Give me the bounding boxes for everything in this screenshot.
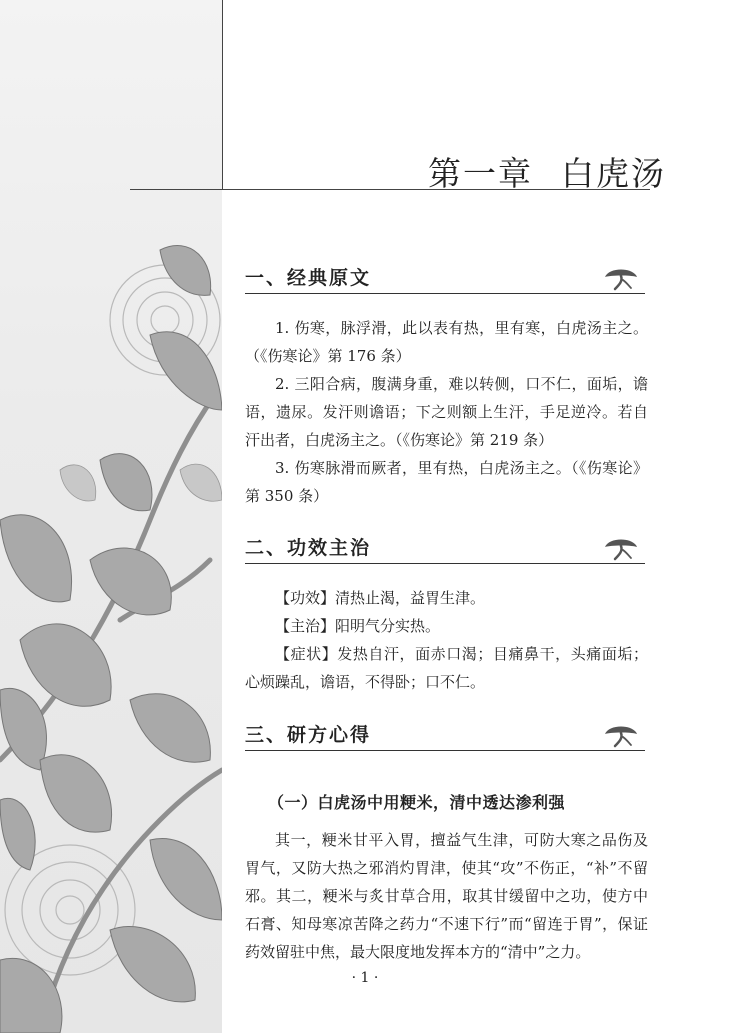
mushroom-icon — [601, 535, 641, 561]
section-heading-label: 二、功效主治 — [245, 537, 372, 559]
item-tag: 【功效】 — [275, 589, 336, 607]
item-tag: 【主治】 — [275, 617, 336, 635]
item-text — [245, 612, 648, 640]
item-body: 清热止渴，益胃生津。 — [335, 589, 486, 607]
section-heading-3 — [245, 722, 645, 751]
paragraph-text: 其一，粳米甘平入胃，擅益气生津，可防大寒之品伤及胃气，又防大热之邪消灼胃津，使其“攻”不伤正，“补”不留邪。其二，粳米与炙甘草合用，取其甘缓留中之功，使方中石膏、知母寒凉苦降之药力“不速下行”而“留连于胃”，保证药效留驻中焦，最大限度地发挥本方的“清中”之力。 — [245, 831, 648, 961]
vertical-rule — [222, 0, 223, 190]
paragraph-text: 2. 三阳合病，腹满身重，难以转侧，口不仁，面垢，谵语，遗尿。发汗则谵语；下之则额上生汗，手足逆冷。若自汗出者，白虎汤主之。（《伤寒论》第 219 条） — [245, 375, 648, 449]
item-body: 阳明气分实热。 — [335, 617, 441, 635]
page-number: · 1 · — [351, 970, 379, 986]
mushroom-icon — [601, 265, 641, 291]
chapter-name: 白虎汤 — [561, 154, 666, 193]
chapter-title — [428, 148, 666, 195]
paragraph-text: 1. 伤寒，脉浮滑，此以表有热，里有寒，白虎汤主之。（《伤寒论》第 176 条） — [245, 319, 648, 365]
side-illustration-panel — [0, 0, 222, 1033]
item-text — [245, 584, 648, 612]
subsection-heading: （一）白虎汤中用粳米，清中透达渗利强 — [268, 793, 566, 812]
camellia-branch-illustration — [0, 0, 222, 1033]
mushroom-icon — [601, 722, 641, 748]
section-heading-label: 一、经典原文 — [245, 267, 372, 289]
section-heading-1 — [245, 265, 645, 294]
item-body: 发热自汗，面赤口渴；目痛鼻干，头痛面垢；心烦躁乱，谵语，不得卧；口不仁。 — [245, 645, 648, 691]
section-heading-2 — [245, 535, 645, 564]
chapter-number: 第一章 — [428, 154, 533, 193]
item-tag: 【症状】 — [275, 645, 338, 663]
section-heading-label: 三、研方心得 — [245, 724, 372, 746]
paragraph-text: 3. 伤寒脉滑而厥者，里有热，白虎汤主之。（《伤寒论》第 350 条） — [245, 459, 648, 505]
item-text — [245, 640, 648, 696]
